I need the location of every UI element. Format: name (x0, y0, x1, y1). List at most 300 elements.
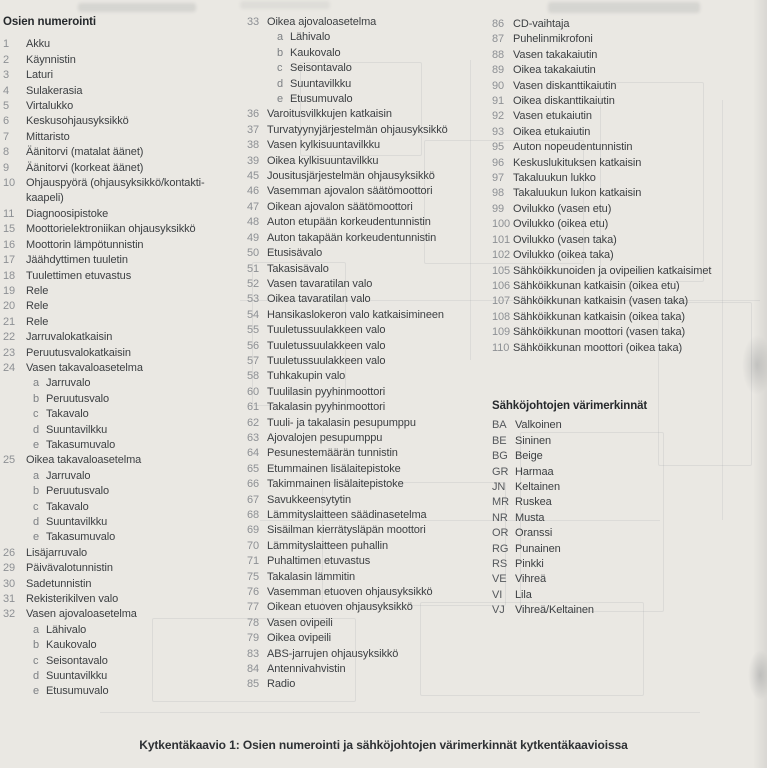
part-label: Keskuslukituksen katkaisin (513, 156, 642, 169)
part-label: Tuhkakupin valo (267, 370, 346, 383)
part-number: 64 (247, 447, 260, 460)
wire-color-name: Keltainen (515, 481, 560, 494)
legend-row (3, 623, 229, 638)
part-label: Auton takapään korkeudentunnistin (267, 231, 437, 244)
part-number: 89 (492, 64, 505, 77)
part-number: 99 (492, 202, 505, 215)
part-label: Mittaristo (26, 130, 70, 143)
part-number: c (33, 408, 39, 421)
print-bleed-artifact (78, 3, 196, 12)
wire-color-code: NR (492, 511, 508, 524)
part-number: b (33, 485, 40, 498)
legend-row (3, 269, 229, 284)
legend-row (3, 315, 229, 330)
parts-list-2 (247, 15, 487, 693)
part-label: Laturi (26, 69, 53, 82)
part-number: 98 (492, 187, 505, 200)
part-label: Tuuli- ja takalasin pesupumppu (267, 416, 416, 429)
part-number: 45 (247, 170, 260, 183)
legend-row (3, 346, 229, 361)
legend-row (247, 323, 487, 338)
wire-color-row (492, 449, 762, 464)
part-number: 65 (247, 462, 260, 475)
part-number: 77 (247, 601, 260, 614)
part-label: Vasen ajovaloasetelma (26, 608, 137, 621)
part-number: 7 (3, 130, 10, 143)
legend-row (247, 169, 487, 184)
part-number: 107 (492, 295, 511, 308)
part-label: Etummainen lisälaitepistoke (267, 462, 401, 475)
part-label: Oikea kylkisuuntavilkku (267, 154, 379, 167)
part-number: 108 (492, 310, 511, 323)
part-label: Jarruvalo (46, 377, 91, 390)
legend-row (3, 99, 229, 114)
legend-row (247, 277, 487, 292)
part-number: 101 (492, 233, 511, 246)
wire-color-name: Sininen (515, 434, 551, 447)
legend-row (247, 539, 487, 554)
wire-color-name: Valkoinen (515, 419, 562, 432)
part-number: 25 (3, 454, 16, 467)
part-number: 56 (247, 339, 260, 352)
part-number: 24 (3, 361, 16, 374)
part-number: 47 (247, 200, 260, 213)
part-label: Vasen etukaiutin (513, 110, 592, 123)
part-number: 97 (492, 172, 505, 185)
wire-color-row (492, 465, 762, 480)
part-number: 31 (3, 593, 16, 606)
part-number: e (33, 685, 40, 698)
part-label: Vasen tavaratilan valo (267, 277, 373, 290)
legend-row (247, 647, 487, 662)
part-label: Sulakerasia (26, 84, 83, 97)
part-number: 21 (3, 315, 16, 328)
wire-color-title: Sähköjohtojen värimerkinnät (492, 400, 648, 412)
part-label: Käynnistin (26, 53, 76, 66)
part-label: Jarruvalo (46, 469, 91, 482)
part-number: 68 (247, 509, 260, 521)
part-label: Auton etupään korkeudentunnistin (267, 216, 431, 229)
part-label: Sähköikkunan katkaisin (oikea taka) (513, 310, 685, 323)
part-number: 78 (247, 616, 260, 629)
part-number: 18 (3, 269, 16, 282)
wire-color-row (492, 480, 762, 495)
wire-color-code: BA (492, 419, 507, 432)
wire-color-row (492, 526, 762, 541)
part-label: Etusumuvalo (290, 93, 353, 106)
print-bleed-artifact (548, 2, 700, 13)
part-label: Lämmityslaitteen säädinasetelma (267, 509, 427, 521)
part-number: 75 (247, 570, 260, 583)
legend-row (247, 107, 487, 122)
legend-row (492, 109, 764, 124)
part-number: 88 (492, 48, 505, 61)
part-number: e (277, 93, 284, 106)
part-number: c (277, 62, 283, 75)
legend-row (247, 508, 487, 523)
part-number: 58 (247, 370, 260, 383)
part-number: d (33, 670, 40, 683)
legend-row (492, 248, 764, 263)
wire-color-code: RG (492, 542, 509, 555)
part-label: Auton nopeudentunnistin (513, 141, 633, 154)
part-label: Ovilukko (vasen taka) (513, 233, 617, 246)
part-label: Suuntavilkku (46, 423, 108, 436)
wire-color-name: Punainen (515, 542, 561, 555)
part-label: Ajovalojen pesupumppu (267, 431, 383, 444)
part-label: Seisontavalo (290, 62, 352, 75)
part-label: Suuntavilkku (290, 77, 352, 90)
wire-color-name: Vihreä/Keltainen (515, 604, 594, 617)
wire-color-name: Beige (515, 450, 543, 463)
part-number: 23 (3, 346, 16, 359)
part-label: Hansikaslokeron valo katkaisimineen (267, 308, 444, 321)
part-label: Moottorin lämpötunnistin (26, 238, 144, 251)
part-label: Oikea takavaloasetelma (26, 454, 142, 467)
wire-color-row (492, 418, 762, 433)
part-number: 10 (3, 177, 16, 190)
wire-color-row (492, 542, 762, 557)
part-label: Peruutusvalo (46, 392, 110, 405)
legend-row (247, 30, 487, 45)
legend-row (3, 84, 229, 99)
part-label: Vasemman etuoven ohjausyksikkö (267, 586, 433, 599)
legend-row (247, 462, 487, 477)
part-number: 100 (492, 218, 511, 231)
legend-row (247, 369, 487, 384)
part-number: 66 (247, 478, 260, 491)
legend-row (247, 585, 487, 600)
part-label: Etusumuvalo (46, 685, 109, 698)
part-label: Vasen ovipeili (267, 616, 333, 629)
part-number: b (33, 392, 40, 405)
part-label: Rele (26, 315, 49, 328)
wire-color-code: BE (492, 434, 507, 447)
legend-row (3, 561, 229, 576)
legend-row (3, 638, 229, 653)
legend-row (247, 61, 487, 76)
part-label: Peruutusvalokatkaisin (26, 346, 131, 359)
part-number: 49 (247, 231, 260, 244)
part-label: Takavalo (46, 500, 89, 513)
part-number: 87 (492, 33, 505, 46)
part-label: Takimmainen lisälaitepistoke (267, 478, 404, 491)
part-number: 6 (3, 115, 10, 128)
part-label: Sisäilman kierrätysläpän moottori (267, 524, 426, 537)
legend-row (247, 677, 487, 692)
part-label: Sähköikkunan moottori (oikea taka) (513, 341, 683, 354)
legend-row (492, 233, 764, 248)
legend-row (3, 577, 229, 592)
part-label: Peruutusvalo (46, 485, 110, 498)
part-number: 63 (247, 431, 260, 444)
part-label: Suuntavilkku (46, 670, 108, 683)
part-label: Tuulettimen etuvastus (26, 269, 132, 282)
part-label: Jarruvalokatkaisin (26, 331, 113, 344)
wire-color-name: Harmaa (515, 465, 554, 478)
part-number: a (33, 469, 40, 482)
wire-color-code: MR (492, 496, 509, 509)
part-number: 102 (492, 249, 511, 262)
wire-color-code: BG (492, 450, 508, 463)
legend-row (247, 354, 487, 369)
part-number: b (33, 639, 40, 652)
wire-color-name: Vihreä (515, 573, 546, 586)
part-label: Antennivahvistin (267, 663, 346, 676)
legend-row (247, 92, 487, 107)
part-label: Etusisävalo (267, 247, 323, 260)
wire-color-row (492, 557, 762, 572)
part-label: Oikea ajovaloasetelma (267, 16, 377, 28)
legend-row (247, 138, 487, 153)
part-number: 30 (3, 577, 16, 590)
part-number: 69 (247, 524, 260, 537)
part-label: Ovilukko (oikea taka) (513, 249, 614, 262)
part-number: 90 (492, 79, 505, 92)
part-label: Vasemman ajovalon säätömoottori (267, 185, 433, 198)
legend-row (3, 500, 229, 515)
part-label: Diagnoosipistoke (26, 207, 109, 220)
legend-row (3, 176, 229, 207)
legend-row (3, 407, 229, 422)
part-number: 92 (492, 110, 505, 123)
part-label: Virtalukko (26, 100, 74, 113)
wire-color-legend (492, 399, 762, 619)
part-label: Takasisävalo (267, 262, 329, 275)
legend-row (3, 253, 229, 268)
part-number: 5 (3, 100, 10, 113)
part-number: a (33, 377, 40, 390)
part-number: 20 (3, 300, 16, 313)
wire-color-code: VJ (492, 604, 505, 617)
legend-row (3, 515, 229, 530)
wire-color-row (492, 603, 762, 618)
part-label: Rekisterikilven valo (26, 593, 119, 606)
part-number: 16 (3, 238, 16, 251)
part-label: Päivävalotunnistin (26, 562, 113, 575)
legend-row (3, 53, 229, 68)
part-number: 85 (247, 678, 260, 691)
part-label: Suuntavilkku (46, 516, 108, 528)
part-number: 71 (247, 555, 260, 568)
part-number: 17 (3, 254, 16, 267)
part-label: Oikea tavaratilan valo (267, 293, 371, 306)
wire-color-code: VI (492, 588, 503, 601)
legend-row (492, 125, 764, 140)
part-number: 39 (247, 154, 260, 167)
legend-row (247, 493, 487, 508)
wire-color-name: Ruskea (515, 496, 552, 509)
part-label: Takaluukun lukko (513, 172, 596, 185)
part-number: e (33, 531, 40, 544)
part-label: Oikea etukaiutin (513, 125, 591, 138)
part-number: 57 (247, 354, 260, 367)
part-label: Takavalo (46, 408, 89, 421)
legend-row (492, 217, 764, 232)
legend-row (3, 438, 229, 453)
wire-color-name: Pinkki (515, 558, 544, 571)
legend-row (3, 392, 229, 407)
legend-row (247, 154, 487, 169)
legend-row (247, 600, 487, 615)
legend-row (3, 530, 229, 545)
part-number: 61 (247, 401, 260, 414)
legend-row (3, 684, 229, 699)
legend-row (247, 416, 487, 431)
legend-row (3, 546, 229, 561)
part-label: Oikea diskanttikaiutin (513, 95, 615, 108)
wire-color-name: Musta (515, 511, 545, 524)
parts-column-2 (247, 15, 487, 693)
part-label: Vasen kylkisuuntavilkku (267, 139, 381, 152)
part-number: 33 (247, 16, 260, 28)
part-number: d (33, 516, 40, 528)
legend-row (492, 156, 764, 171)
legend-row (3, 423, 229, 438)
part-label: Vasen takakaiutin (513, 48, 598, 61)
legend-row (247, 400, 487, 415)
part-label: Vasen takavaloasetelma (26, 361, 143, 374)
wire-color-name: Lila (515, 588, 532, 601)
legend-row (247, 616, 487, 631)
legend-row (247, 662, 487, 677)
part-label: Sähköikkunoiden ja ovipeilien katkaisimet (513, 264, 712, 277)
legend-row (247, 446, 487, 461)
part-number: b (277, 46, 284, 59)
part-number: 110 (492, 341, 510, 354)
legend-row (247, 570, 487, 585)
part-number: c (33, 654, 39, 667)
legend-row (247, 631, 487, 646)
part-number: a (277, 31, 284, 44)
part-number: 52 (247, 277, 260, 290)
legend-row (247, 431, 487, 446)
legend-row (247, 308, 487, 323)
part-number: a (33, 623, 40, 636)
part-number: 15 (3, 223, 16, 236)
legend-row (247, 184, 487, 199)
part-number: 62 (247, 416, 260, 429)
legend-row (3, 145, 229, 160)
legend-row (492, 48, 764, 63)
part-number: 60 (247, 385, 260, 398)
part-number: 29 (3, 562, 16, 575)
part-number: 38 (247, 139, 260, 152)
part-label: Äänitorvi (korkeat äänet) (26, 161, 144, 174)
part-label: Puhaltimen etuvastus (267, 555, 371, 568)
part-label: Sähköikkunan katkaisin (oikea etu) (513, 279, 680, 292)
legend-row (247, 292, 487, 307)
part-label: ABS-jarrujen ohjausyksikkö (267, 647, 399, 660)
part-number: 2 (3, 53, 10, 66)
part-number: 86 (492, 18, 505, 30)
legend-row (247, 200, 487, 215)
part-label: Ovilukko (vasen etu) (513, 202, 612, 215)
part-number: 70 (247, 539, 260, 552)
legend-row (3, 669, 229, 684)
diagram-trace (100, 712, 700, 713)
wire-color-list (492, 418, 762, 618)
part-label: Takalasin lämmitin (267, 570, 356, 583)
legend-row (492, 140, 764, 155)
part-number: 93 (492, 125, 505, 138)
part-label: Lämmityslaitteen puhallin (267, 539, 389, 552)
legend-row (492, 79, 764, 94)
legend-row (3, 130, 229, 145)
part-label: Akku (26, 38, 51, 51)
legend-row (3, 376, 229, 391)
part-label: Pesunestemäärän tunnistin (267, 447, 398, 460)
legend-row (3, 161, 229, 176)
part-number: 36 (247, 108, 260, 121)
part-label: Rele (26, 284, 49, 297)
legend-row (247, 477, 487, 492)
legend-row (3, 299, 229, 314)
part-number: 50 (247, 247, 260, 260)
legend-row (492, 279, 764, 294)
part-label: Oikea takakaiutin (513, 64, 596, 77)
part-number: e (33, 438, 40, 451)
part-number: 79 (247, 632, 260, 645)
legend-row (492, 341, 764, 356)
part-label: Tuuletussuulakkeen valo (267, 354, 386, 367)
part-label: Ovilukko (oikea etu) (513, 218, 609, 231)
legend-row (3, 207, 229, 222)
part-number: 8 (3, 146, 10, 159)
part-number: 37 (247, 123, 260, 136)
part-label: Moottorielektroniikan ohjausyksikkö (26, 223, 196, 236)
part-number: 105 (492, 264, 511, 277)
part-number: 46 (247, 185, 260, 198)
part-label: Lähivalo (46, 623, 87, 636)
part-number: 51 (247, 262, 260, 275)
part-label: Sadetunnistin (26, 577, 92, 590)
part-label: Takaluukun lukon katkaisin (513, 187, 642, 200)
part-label: Tuuletussuulakkeen valo (267, 324, 386, 337)
part-number: 4 (3, 84, 10, 97)
part-number: 54 (247, 308, 260, 321)
part-label: Oikean etuoven ohjausyksikkö (267, 601, 413, 614)
legend-row (247, 77, 487, 92)
part-number: 83 (247, 647, 260, 660)
wire-color-row (492, 495, 762, 510)
wire-color-row (492, 588, 762, 603)
part-label: Tuulilasin pyyhinmoottori (267, 385, 386, 398)
part-number: 106 (492, 279, 511, 292)
part-label: Kaukovalo (290, 46, 341, 59)
legend-row (492, 310, 764, 325)
legend-row (247, 215, 487, 230)
wire-color-name: Oranssi (515, 527, 553, 540)
part-number: 96 (492, 156, 505, 169)
part-label: Takalasin pyyhinmoottori (267, 401, 386, 414)
legend-row (492, 325, 764, 340)
part-number: 48 (247, 216, 260, 229)
part-number: c (33, 500, 39, 513)
part-label: Ohjauspyörä (ohjausyksikkö/kontakti- kaapeli) (26, 177, 205, 205)
part-number: 84 (247, 663, 260, 676)
legend-row (3, 37, 229, 52)
legend-row (247, 523, 487, 538)
legend-row (492, 202, 764, 217)
part-number: 53 (247, 293, 260, 306)
figure-caption: Kytkentäkaavio 1: Osien numerointi ja sähköjohtojen värimerkinnät kytkentäkaavioissa (139, 738, 628, 752)
legend-row (492, 94, 764, 109)
legend-row (3, 654, 229, 669)
part-label: Lähivalo (290, 31, 331, 44)
part-number: 55 (247, 324, 260, 337)
part-label: Savukkeensytytin (267, 493, 351, 506)
